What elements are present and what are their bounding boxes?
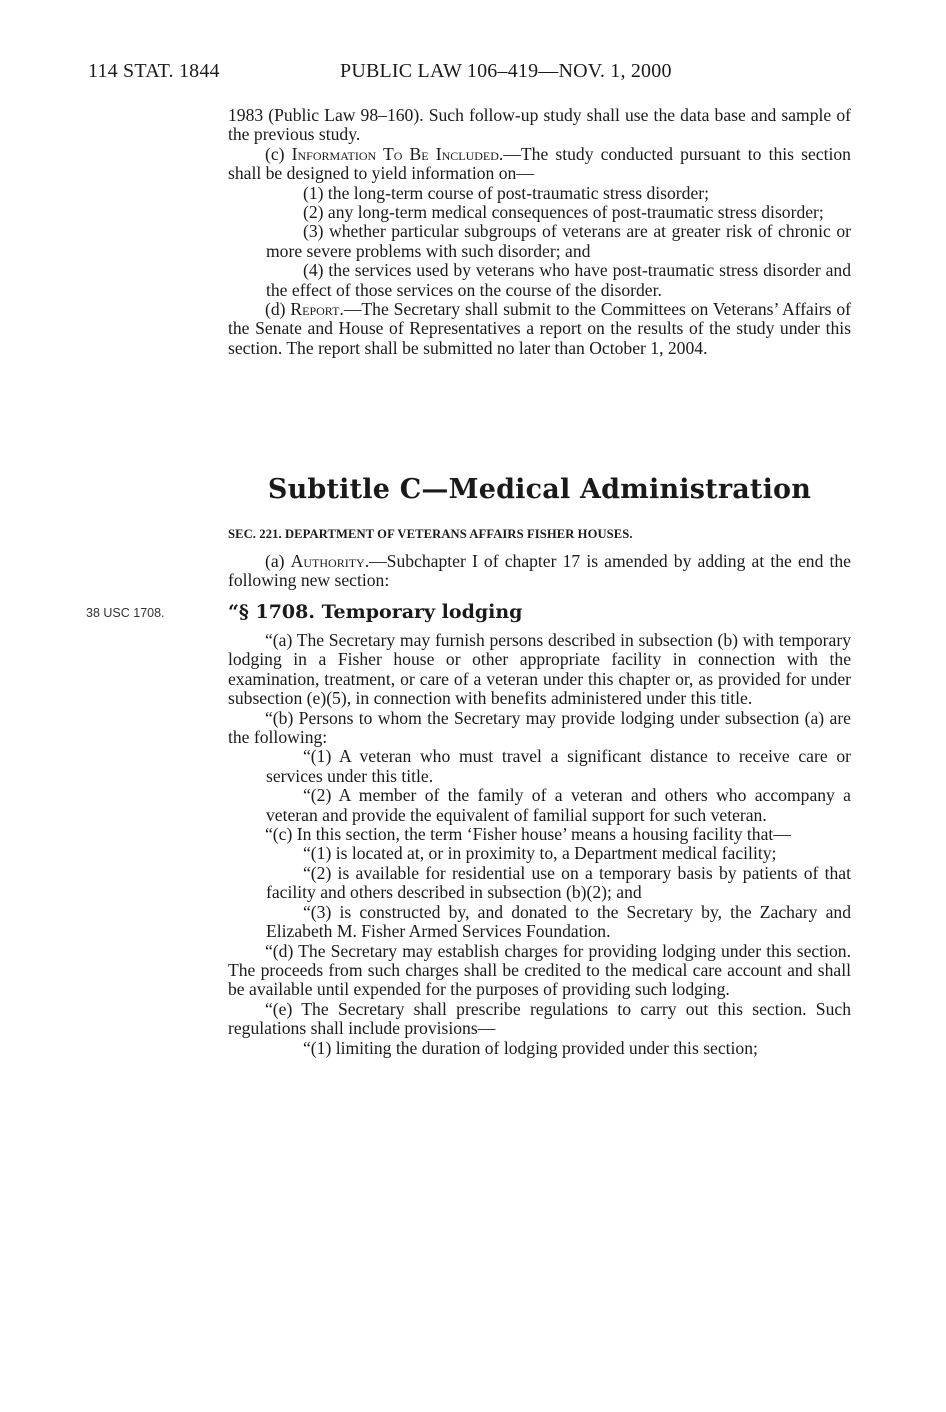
- paragraph-c3: (3) whether particular subgroups of veterans are at greater risk of chronic or more severe problems with such disorder; and: [266, 221, 851, 261]
- section-1708-title: “§ 1708. Temporary lodging: [228, 601, 523, 623]
- subsection-d-heading: Report: [290, 299, 340, 320]
- page-reference: 114 STAT. 1844: [88, 60, 220, 82]
- subsection-d-label: (d): [265, 299, 291, 320]
- para-1708-d: “(d) The Secretary may establish charges for providing lodging under this section. The proceeds from such charges shall be credited to the medical care account and shall be available until expended for the purposes of providing such lodging.: [228, 940, 851, 1000]
- paragraph-previous-study: 1983 (Public Law 98–160). Such follow-up study shall use the data base and sample of the previous study.: [228, 105, 851, 145]
- para-1708-a: “(a) The Secretary may furnish persons described in subsection (b) with temporary lodging in a Fisher house or other appropriate facility in connection with the examination, treatment, or care of a veteran under this chapter or, as provided for under subsection (e)(5), in connection with benefits administered under this title.: [228, 630, 851, 709]
- paragraph-c1: (1) the long-term course of post-traumatic stress disorder;: [303, 182, 710, 203]
- section-221-heading: SEC. 221. DEPARTMENT OF VETERANS AFFAIRS FISHER HOUSES.: [228, 527, 633, 541]
- para-1708-c: “(c) In this section, the term ‘Fisher house’ means a housing facility that—: [265, 824, 791, 845]
- authority-label: (a): [265, 551, 291, 571]
- subsection-c-information: [228, 145, 851, 184]
- subsection-c-text: .—The study conducted pursuant to this section shall be designed to yield information on—: [228, 143, 851, 184]
- para-1708-b1: “(1) A veteran who must travel a significant distance to receive care or services under this title.: [266, 746, 851, 786]
- para-1708-c2: “(2) is available for residential use on a temporary basis by patients of that facility and others described in subsection (b)(2); and: [266, 862, 851, 903]
- usc-margin-note: 38 USC 1708.: [86, 606, 165, 620]
- section-1708-body: [228, 631, 851, 1058]
- running-title: PUBLIC LAW 106–419—NOV. 1, 2000: [340, 60, 672, 82]
- subsection-c-label: (c): [265, 143, 292, 164]
- subsection-d-report: [228, 300, 851, 358]
- subtitle-heading: Subtitle C—Medical Administration: [267, 474, 812, 505]
- subsection-c-heading: Information To Be Included: [291, 143, 499, 164]
- subsection-a-authority: [228, 552, 851, 591]
- para-1708-c3: “(3) is constructed by, and donated to the Secretary by, the Zachary and Elizabeth M. Fisher Armed Services Foundation.: [266, 901, 851, 942]
- para-1708-c1: “(1) is located at, or in proximity to, a Department medical facility;: [303, 843, 777, 864]
- authority-heading: Authority: [290, 551, 365, 571]
- study-continuation-block: [228, 106, 851, 358]
- authority-block: [228, 552, 851, 591]
- authority-text: .—Subchapter I of chapter 17 is amended by adding at the end the following new section:: [228, 551, 851, 591]
- subsection-d-text: .—The Secretary shall submit to the Committees on Veterans’ Affairs of the Senate and House of Representatives a report on the results of the study under this section. The report shall be submitted no later than October 1, 2004.: [228, 299, 851, 358]
- para-1708-b: “(b) Persons to whom the Secretary may provide lodging under subsection (a) are the following:: [228, 707, 851, 748]
- paragraph-c4: (4) the services used by veterans who have post-traumatic stress disorder and the effect of those services on the course of the disorder.: [266, 260, 851, 300]
- para-1708-e: “(e) The Secretary shall prescribe regulations to carry out this section. Such regulations shall include provisions—: [228, 998, 851, 1039]
- para-1708-b2: “(2) A member of the family of a veteran and others who accompany a veteran and provide the equivalent of familial support for such veteran.: [266, 785, 851, 825]
- para-1708-e1: “(1) limiting the duration of lodging provided under this section;: [303, 1037, 758, 1058]
- paragraph-c2: (2) any long-term medical consequences of post-traumatic stress disorder;: [303, 202, 824, 223]
